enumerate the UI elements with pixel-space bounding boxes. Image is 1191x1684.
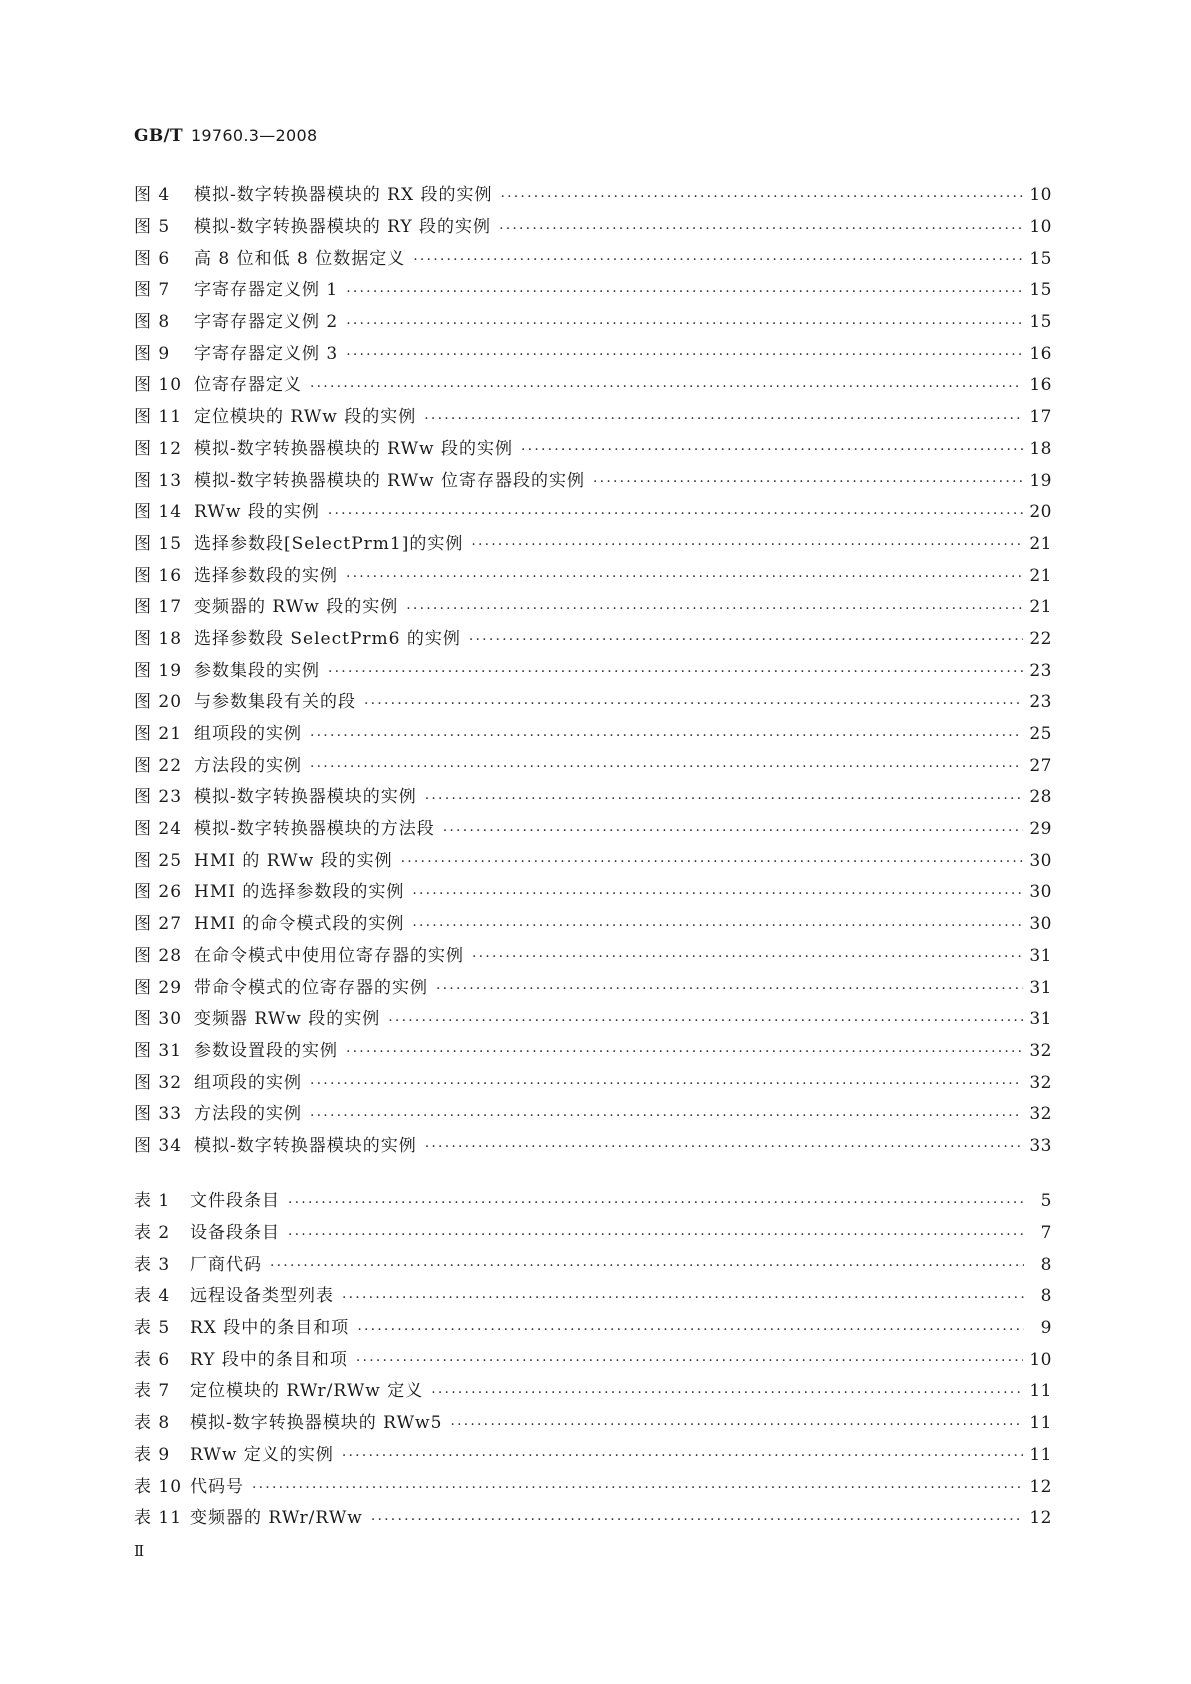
- toc-figure-entry[interactable]: [134, 338, 1052, 370]
- dot-leader: [412, 887, 1023, 901]
- entry-label: 图 5: [134, 217, 171, 238]
- toc-figure-entry[interactable]: [134, 909, 1052, 941]
- toc-figure-entry[interactable]: [134, 307, 1052, 339]
- entry-page-number: 11: [1029, 1413, 1052, 1434]
- entry-page-number: 9: [1040, 1318, 1052, 1339]
- entry-title: 模拟-数字转换器模块的 RWw5: [190, 1413, 443, 1434]
- entry-page-number: 7: [1040, 1223, 1052, 1244]
- toc-figure-entry[interactable]: [134, 465, 1052, 497]
- entry-page-number: 33: [1029, 1135, 1052, 1156]
- toc-figure-entry[interactable]: [134, 814, 1052, 846]
- entry-label: 图 11: [134, 407, 183, 428]
- entry-page-number: 17: [1029, 407, 1052, 428]
- dot-leader: [346, 348, 1023, 362]
- entry-page-number: 16: [1029, 343, 1052, 364]
- toc-figure-entry[interactable]: [134, 1099, 1052, 1131]
- entry-page-number: 31: [1029, 977, 1052, 998]
- entry-label: 图 30: [134, 1009, 183, 1030]
- entry-title: 定位模块的 RWr/RWw 定义: [190, 1381, 424, 1402]
- toc-table-entry[interactable]: [134, 1186, 1052, 1218]
- dot-leader: [342, 1449, 1024, 1463]
- dot-leader: [346, 285, 1023, 299]
- entry-label: 图 31: [134, 1040, 183, 1061]
- entry-title: 在命令模式中使用位寄存器的实例: [194, 945, 464, 966]
- entry-title: 文件段条目: [190, 1191, 280, 1212]
- entry-label: 图 15: [134, 533, 183, 554]
- entry-label: 图 29: [134, 977, 183, 998]
- entry-page-number: 16: [1029, 375, 1052, 396]
- entry-label: 图 28: [134, 945, 183, 966]
- entry-title: 参数设置段的实例: [194, 1040, 338, 1061]
- entry-title: 方法段的实例: [194, 755, 302, 776]
- entry-label: 图 13: [134, 470, 183, 491]
- entry-page-number: 10: [1029, 185, 1052, 206]
- entry-page-number: 25: [1029, 724, 1052, 745]
- entry-page-number: 12: [1029, 1476, 1052, 1497]
- dot-leader: [328, 665, 1023, 679]
- entry-page-number: 32: [1029, 1072, 1052, 1093]
- toc-figure-entry[interactable]: [134, 845, 1052, 877]
- toc-figure-entry[interactable]: [134, 529, 1052, 561]
- entry-title: HMI 的选择参数段的实例: [194, 882, 405, 903]
- toc-table-entry[interactable]: [134, 1344, 1052, 1376]
- entry-title: 定位模块的 RWw 段的实例: [194, 407, 417, 428]
- toc-figure-entry[interactable]: [134, 560, 1052, 592]
- entry-label: 图 16: [134, 565, 183, 586]
- toc-table-entry[interactable]: [134, 1503, 1052, 1535]
- entry-label: 图 26: [134, 882, 183, 903]
- entry-label: 图 22: [134, 755, 183, 776]
- dot-leader: [342, 1291, 1024, 1305]
- entry-page-number: 11: [1029, 1444, 1052, 1465]
- entry-title: 模拟-数字转换器模块的 RX 段的实例: [194, 185, 493, 206]
- toc-figure-entry[interactable]: [134, 1036, 1052, 1068]
- entry-label: 图 4: [134, 185, 171, 206]
- entry-label: 图 12: [134, 438, 183, 459]
- entry-page-number: 15: [1029, 280, 1052, 301]
- toc-figure-entry[interactable]: [134, 243, 1052, 275]
- toc-figure-entry[interactable]: [134, 972, 1052, 1004]
- entry-label: 图 20: [134, 692, 183, 713]
- entry-label: 图 27: [134, 914, 183, 935]
- dot-leader: [500, 190, 1023, 204]
- entry-title: RX 段中的条目和项: [190, 1318, 350, 1339]
- dot-leader: [310, 380, 1023, 394]
- entry-title: 变频器 RWw 段的实例: [194, 1009, 381, 1030]
- entry-page-number: 11: [1029, 1381, 1052, 1402]
- dot-leader: [412, 919, 1023, 933]
- toc-figure-entry[interactable]: [134, 687, 1052, 719]
- dot-leader: [436, 982, 1023, 996]
- entry-page-number: 32: [1029, 1104, 1052, 1125]
- dot-leader: [424, 412, 1023, 426]
- toc-table-entry[interactable]: [134, 1471, 1052, 1503]
- toc-table-entry[interactable]: [134, 1281, 1052, 1313]
- entry-title: HMI 的命令模式段的实例: [194, 914, 405, 935]
- dot-leader: [364, 697, 1023, 711]
- entry-label: 图 21: [134, 724, 183, 745]
- entry-page-number: 28: [1029, 787, 1052, 808]
- toc-figure-entry[interactable]: [134, 624, 1052, 656]
- dot-leader: [371, 1513, 1024, 1527]
- entry-title: 参数集段的实例: [194, 660, 320, 681]
- entry-label: 图 18: [134, 628, 183, 649]
- entry-label: 图 9: [134, 343, 171, 364]
- entry-page-number: 19: [1029, 470, 1052, 491]
- entry-page-number: 30: [1029, 850, 1052, 871]
- entry-title: 选择参数段[SelectPrm1]的实例: [194, 533, 464, 554]
- entry-page-number: 21: [1029, 597, 1052, 618]
- entry-page-number: 27: [1029, 755, 1052, 776]
- toc-figure-entry[interactable]: [134, 402, 1052, 434]
- entry-page-number: 8: [1040, 1286, 1052, 1307]
- entry-label: 表 1: [134, 1191, 171, 1212]
- tables-list: [134, 1186, 1052, 1535]
- dot-leader: [270, 1259, 1024, 1273]
- page-number: Ⅱ: [134, 1542, 145, 1560]
- entry-title: 带命令模式的位寄存器的实例: [194, 977, 428, 998]
- standard-code: GB/T: [134, 126, 183, 146]
- dot-leader: [401, 855, 1024, 869]
- entry-label: 表 5: [134, 1318, 171, 1339]
- entry-label: 图 32: [134, 1072, 183, 1093]
- entry-label: 表 6: [134, 1349, 171, 1370]
- toc-table-entry[interactable]: [134, 1249, 1052, 1281]
- dot-leader: [310, 760, 1023, 774]
- entry-label: 图 8: [134, 312, 171, 333]
- figures-list: [134, 180, 1052, 1162]
- entry-title: 远程设备类型列表: [190, 1286, 334, 1307]
- entry-page-number: 30: [1029, 882, 1052, 903]
- entry-page-number: 10: [1029, 1349, 1052, 1370]
- entry-label: 图 17: [134, 597, 183, 618]
- entry-page-number: 31: [1029, 945, 1052, 966]
- entry-label: 图 10: [134, 375, 183, 396]
- dot-leader: [310, 1109, 1023, 1123]
- entry-title: 模拟-数字转换器模块的 RY 段的实例: [194, 217, 492, 238]
- entry-title: RWw 定义的实例: [190, 1444, 334, 1465]
- entry-title: 选择参数段的实例: [194, 565, 338, 586]
- toc-table-entry[interactable]: [134, 1218, 1052, 1250]
- entry-page-number: 10: [1029, 217, 1052, 238]
- entry-title: 字寄存器定义例 2: [194, 312, 339, 333]
- toc-table-entry[interactable]: [134, 1376, 1052, 1408]
- toc-figure-entry[interactable]: [134, 1004, 1052, 1036]
- entry-page-number: 8: [1040, 1254, 1052, 1275]
- entry-page-number: 20: [1029, 502, 1052, 523]
- toc-figure-entry[interactable]: [134, 180, 1052, 212]
- dot-leader: [431, 1386, 1023, 1400]
- entry-title: 模拟-数字转换器模块的 RWw 位寄存器段的实例: [194, 470, 586, 491]
- entry-page-number: 32: [1029, 1040, 1052, 1061]
- toc-figure-entry[interactable]: [134, 370, 1052, 402]
- dot-leader: [328, 507, 1024, 521]
- dot-leader: [443, 824, 1024, 838]
- entry-label: 图 24: [134, 819, 183, 840]
- standard-number: 19760.3—2008: [190, 126, 318, 145]
- entry-label: 表 8: [134, 1413, 171, 1434]
- toc-figure-entry[interactable]: [134, 592, 1052, 624]
- entry-title: 设备段条目: [190, 1223, 280, 1244]
- entry-title: 变频器的 RWw 段的实例: [194, 597, 399, 618]
- toc-figure-entry[interactable]: [134, 1067, 1052, 1099]
- entry-title: RWw 段的实例: [194, 502, 320, 523]
- dot-leader: [406, 602, 1023, 616]
- entry-title: 代码号: [190, 1476, 244, 1497]
- dot-leader: [357, 1323, 1024, 1337]
- dot-leader: [288, 1196, 1024, 1210]
- dot-leader: [310, 1077, 1023, 1091]
- dot-leader: [425, 792, 1024, 806]
- document-header: [134, 126, 317, 146]
- entry-label: 表 3: [134, 1254, 171, 1275]
- entry-label: 表 4: [134, 1286, 171, 1307]
- entry-title: 选择参数段 SelectPrm6 的实例: [194, 628, 461, 649]
- toc-table-entry[interactable]: [134, 1440, 1052, 1472]
- dot-leader: [521, 443, 1023, 457]
- dot-leader: [252, 1481, 1023, 1495]
- toc-figure-entry[interactable]: [134, 750, 1052, 782]
- entry-label: 图 23: [134, 787, 183, 808]
- entry-page-number: 30: [1029, 914, 1052, 935]
- toc-table-entry[interactable]: [134, 1313, 1052, 1345]
- dot-leader: [288, 1228, 1024, 1242]
- entry-title: 位寄存器定义: [194, 375, 302, 396]
- toc-figure-entry[interactable]: [134, 719, 1052, 751]
- dot-leader: [346, 570, 1023, 584]
- toc-figure-entry[interactable]: [134, 497, 1052, 529]
- entry-label: 表 10: [134, 1476, 183, 1497]
- dot-leader: [593, 475, 1023, 489]
- toc-figure-entry[interactable]: [134, 1131, 1052, 1163]
- entry-page-number: 5: [1040, 1191, 1052, 1212]
- entry-page-number: 23: [1029, 660, 1052, 681]
- entry-label: 图 7: [134, 280, 171, 301]
- dot-leader: [471, 538, 1023, 552]
- entry-label: 图 6: [134, 248, 171, 269]
- dot-leader: [346, 1045, 1023, 1059]
- entry-page-number: 29: [1029, 819, 1052, 840]
- entry-title: 变频器的 RWr/RWw: [190, 1508, 363, 1529]
- entry-label: 图 33: [134, 1104, 183, 1125]
- entry-title: 高 8 位和低 8 位数据定义: [194, 248, 406, 269]
- entry-page-number: 12: [1029, 1508, 1052, 1529]
- entry-title: 模拟-数字转换器模块的 RWw 段的实例: [194, 438, 514, 459]
- entry-title: 组项段的实例: [194, 724, 302, 745]
- entry-title: 字寄存器定义例 1: [194, 280, 339, 301]
- entry-label: 图 34: [134, 1135, 183, 1156]
- dot-leader: [346, 317, 1023, 331]
- entry-page-number: 21: [1029, 533, 1052, 554]
- toc-figure-entry[interactable]: [134, 655, 1052, 687]
- toc-figure-entry[interactable]: [134, 434, 1052, 466]
- dot-leader: [310, 729, 1023, 743]
- entry-label: 图 25: [134, 850, 183, 871]
- entry-label: 表 7: [134, 1381, 171, 1402]
- dot-leader: [413, 253, 1023, 267]
- dot-leader: [356, 1354, 1023, 1368]
- entry-page-number: 15: [1029, 248, 1052, 269]
- entry-title: 模拟-数字转换器模块的实例: [194, 787, 417, 808]
- entry-page-number: 21: [1029, 565, 1052, 586]
- dot-leader: [450, 1418, 1023, 1432]
- entry-title: 模拟-数字转换器模块的实例: [194, 1135, 417, 1156]
- entry-title: 与参数集段有关的段: [194, 692, 356, 713]
- toc-figure-entry[interactable]: [134, 212, 1052, 244]
- toc-table-entry[interactable]: [134, 1408, 1052, 1440]
- entry-label: 图 14: [134, 502, 183, 523]
- dot-leader: [472, 950, 1023, 964]
- entry-label: 图 19: [134, 660, 183, 681]
- entry-page-number: 31: [1029, 1009, 1052, 1030]
- toc-figure-entry[interactable]: [134, 275, 1052, 307]
- entry-title: 厂商代码: [190, 1254, 262, 1275]
- toc-figure-entry[interactable]: [134, 877, 1052, 909]
- entry-label: 表 2: [134, 1223, 171, 1244]
- entry-page-number: 22: [1029, 628, 1052, 649]
- entry-title: HMI 的 RWw 段的实例: [194, 850, 393, 871]
- entry-page-number: 15: [1029, 312, 1052, 333]
- dot-leader: [425, 1140, 1024, 1154]
- dot-leader: [469, 633, 1023, 647]
- entry-page-number: 23: [1029, 692, 1052, 713]
- entry-label: 表 11: [134, 1508, 183, 1529]
- entry-title: 模拟-数字转换器模块的方法段: [194, 819, 435, 840]
- dot-leader: [499, 222, 1023, 236]
- entry-title: 方法段的实例: [194, 1104, 302, 1125]
- toc-figure-entry[interactable]: [134, 782, 1052, 814]
- toc-figure-entry[interactable]: [134, 941, 1052, 973]
- entry-page-number: 18: [1029, 438, 1052, 459]
- dot-leader: [388, 1014, 1023, 1028]
- entry-title: RY 段中的条目和项: [190, 1349, 348, 1370]
- entry-title: 组项段的实例: [194, 1072, 302, 1093]
- entry-label: 表 9: [134, 1444, 171, 1465]
- entry-title: 字寄存器定义例 3: [194, 343, 339, 364]
